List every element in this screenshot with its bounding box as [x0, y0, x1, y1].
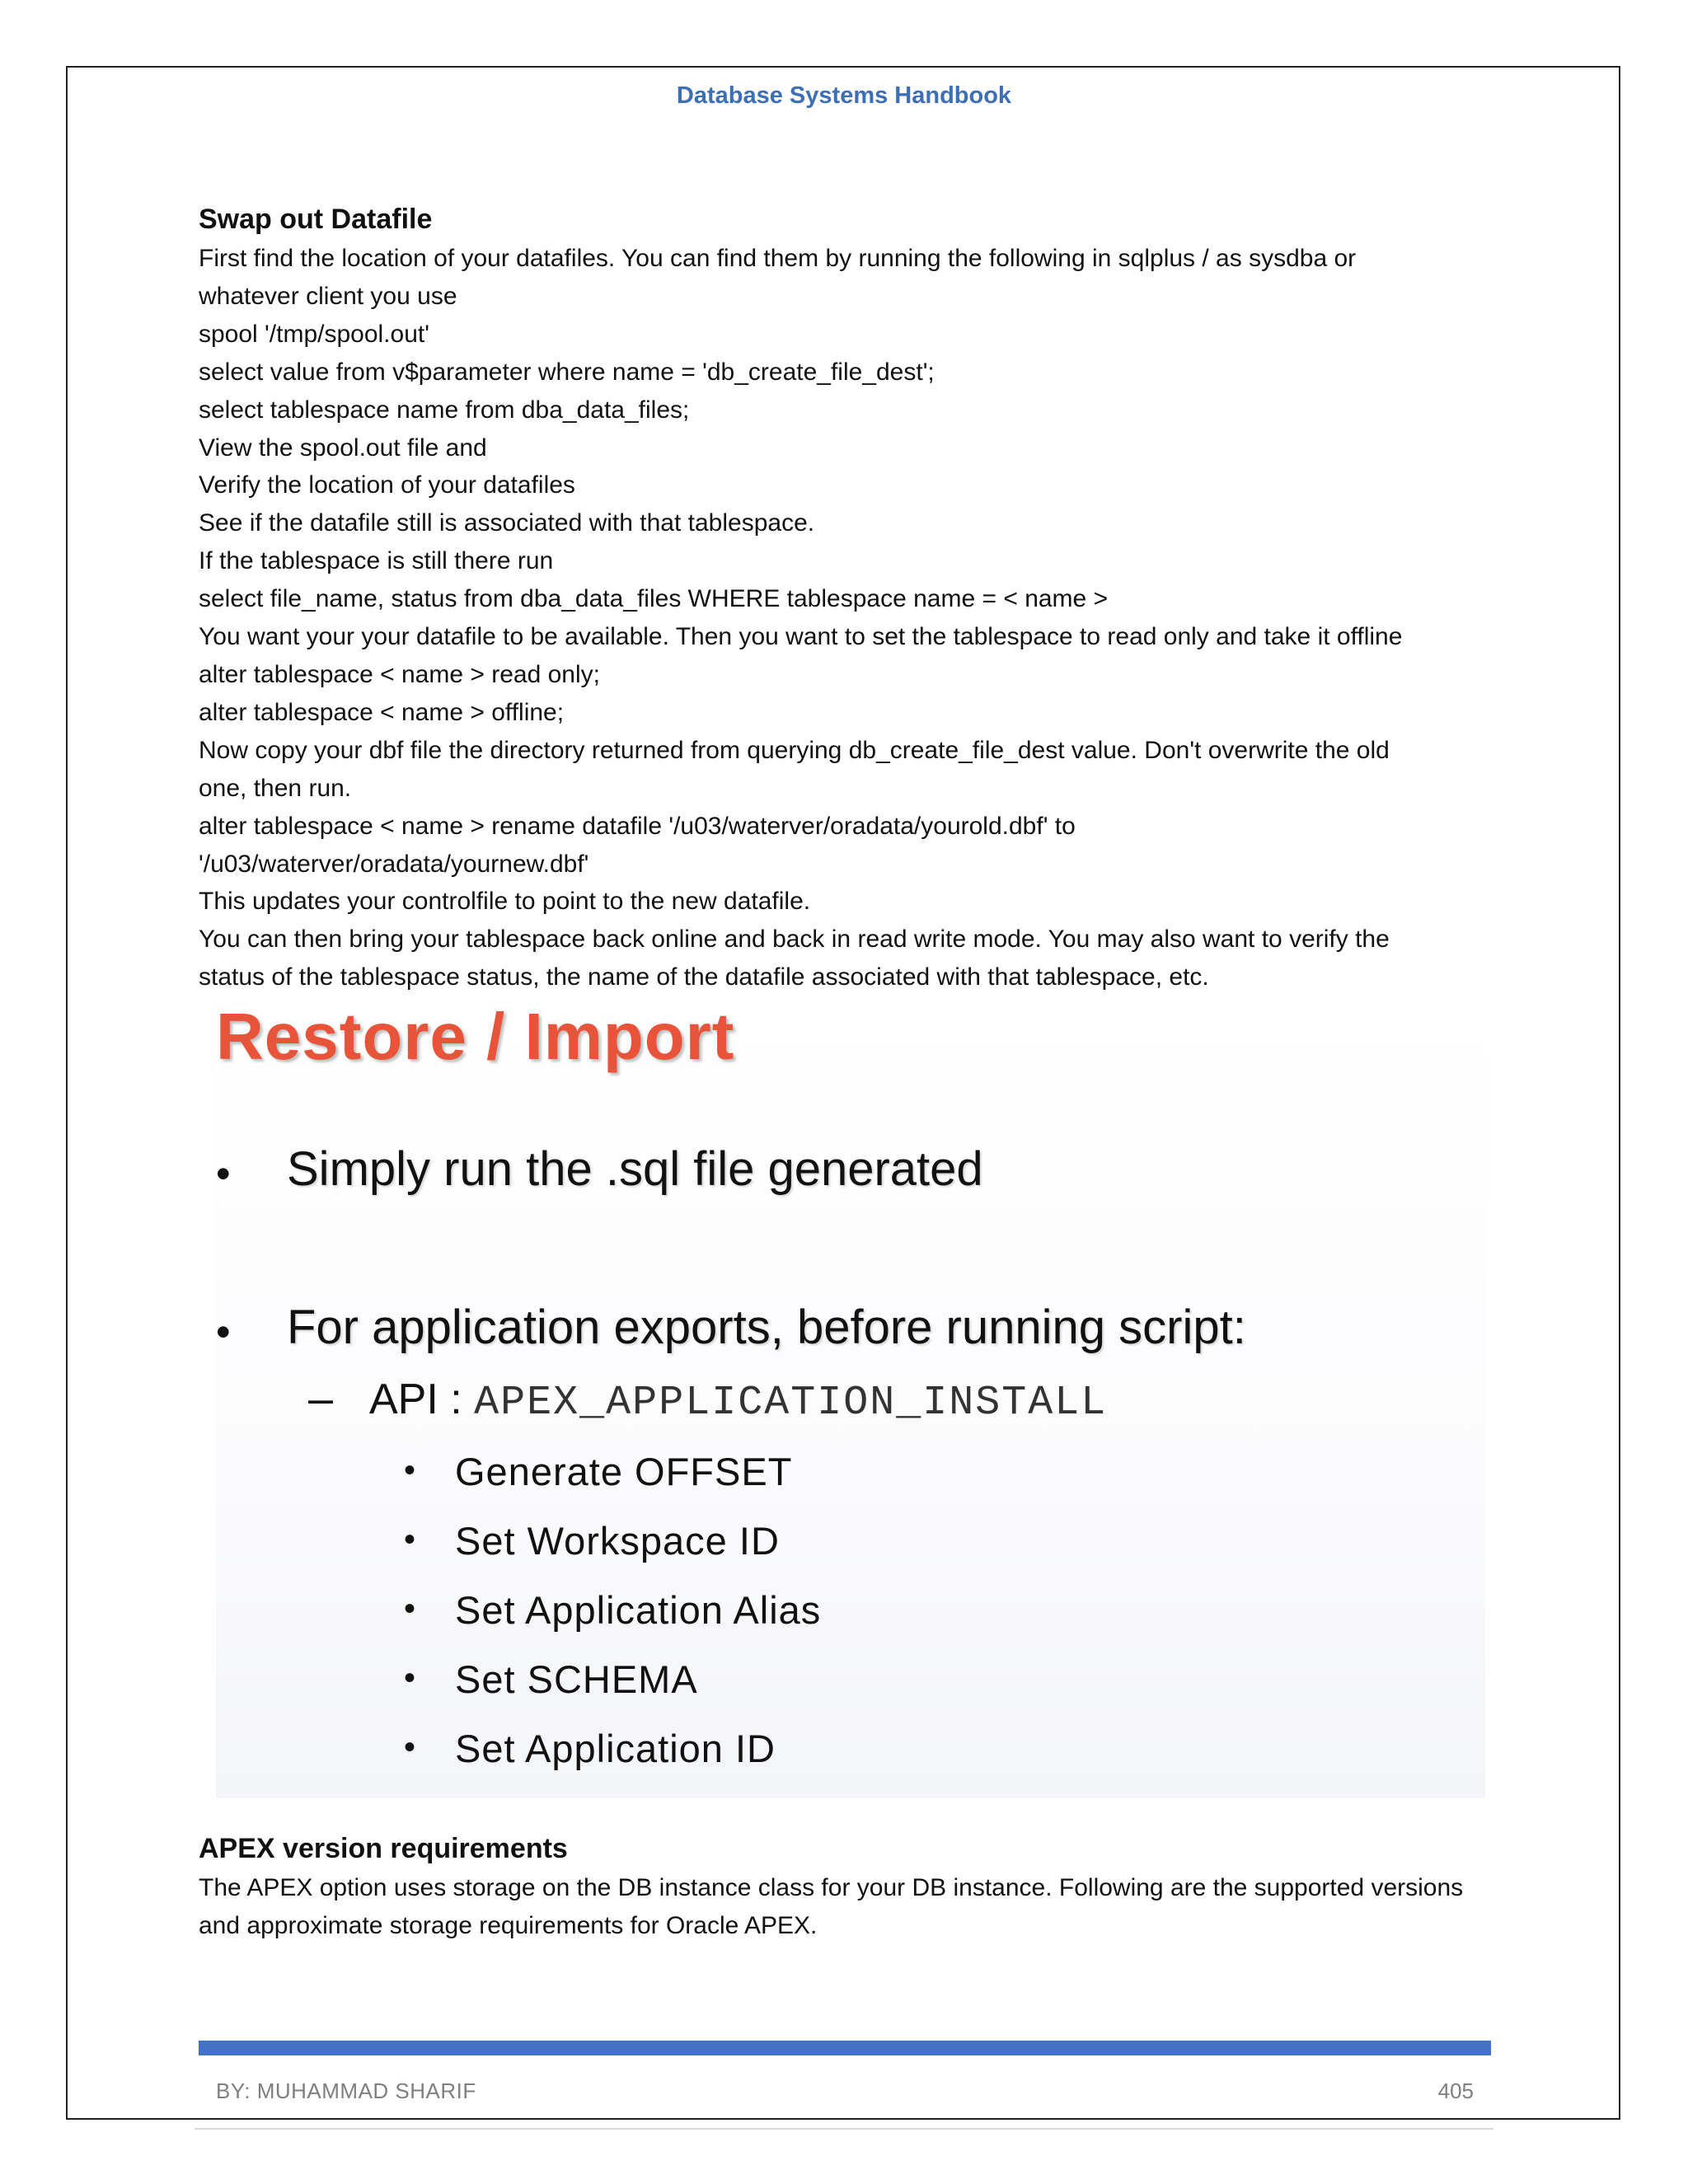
- bullet-icon: •: [216, 1151, 231, 1197]
- text-line: Verify the location of your datafiles: [199, 471, 575, 499]
- slide-sub-bullet: Generate OFFSET: [455, 1450, 793, 1493]
- slide-sub-bullet: Set SCHEMA: [455, 1657, 698, 1701]
- text-line: spool '/tmp/spool.out': [199, 320, 429, 348]
- text-line: select value from v$parameter where name = 'db_create_file_dest';: [199, 358, 935, 386]
- footer-author: BY: MUHAMMAD SHARIF: [216, 2079, 476, 2103]
- bullet-icon: •: [404, 1660, 416, 1696]
- slide-bullet: Simply run the .sql file generated: [287, 1142, 983, 1196]
- body-text: [199, 240, 1484, 996]
- text-line: alter tablespace < name > rename datafile '/u03/waterver/oradata/yourold.dbf' to: [199, 812, 1076, 840]
- text-line: This updates your controlfile to point to the new datafile.: [199, 888, 811, 916]
- text-line: alter tablespace < name > offline;: [199, 698, 565, 726]
- text-line: If the tablespace is still there run: [199, 547, 554, 575]
- text-line: select file_name, status from dba_data_files WHERE tablespace name = < name >: [199, 585, 1109, 613]
- text-line: The APEX option uses storage on the DB instance class for your DB instance. Following are the supported versions: [199, 1874, 1464, 1901]
- body-text: [199, 1869, 1501, 1945]
- dash-icon: –: [308, 1374, 334, 1423]
- slide-title: Restore / Import: [216, 1000, 735, 1073]
- page-number: 405: [1437, 2079, 1474, 2103]
- text-line: See if the datafile still is associated with that tablespace.: [199, 509, 815, 537]
- text-line: alter tablespace < name > read only;: [199, 660, 600, 688]
- text-line: You can then bring your tablespace back online and back in read write mode. You may also want to verify the: [199, 926, 1390, 954]
- text-line: '/u03/waterver/oradata/yournew.dbf': [199, 850, 589, 878]
- section-swap-out-datafile: [199, 202, 1484, 996]
- section-heading: Swap out Datafile: [199, 204, 433, 235]
- running-header: Database Systems Handbook: [676, 82, 1012, 109]
- bullet-icon: •: [404, 1521, 416, 1558]
- slide-image-restore-import: [216, 1000, 1485, 1798]
- text-line: View the spool.out file and: [199, 434, 487, 462]
- footer-bar: [199, 2041, 1491, 2055]
- divider: [195, 2128, 1493, 2130]
- text-line: whatever client you use: [199, 282, 457, 310]
- slide-sub-bullet: Set Application Alias: [455, 1588, 822, 1632]
- text-line: Now copy your dbf file the directory returned from querying db_create_file_dest value. Don't overwrite the old: [199, 736, 1390, 764]
- bullet-icon: •: [216, 1309, 231, 1355]
- bullet-icon: •: [404, 1452, 416, 1488]
- slide-sub-bullet: Set Application ID: [455, 1727, 776, 1770]
- slide-sub-bullet: Set Workspace ID: [455, 1519, 780, 1563]
- section-heading: APEX version requirements: [199, 1833, 568, 1864]
- bullet-icon: •: [404, 1729, 416, 1765]
- text-line: and approximate storage requirements for Oracle APEX.: [199, 1911, 818, 1939]
- text-line: First find the location of your datafiles. You can find them by running the following in sqlplus / as sysdba or: [199, 245, 1357, 272]
- api-name: APEX_APPLICATION_INSTALL: [474, 1380, 1108, 1427]
- section-apex-version-requirements: [199, 1831, 1501, 1945]
- text-line: status of the tablespace status, the name of the datafile associated with that tablespace, etc.: [199, 963, 1209, 991]
- api-label: API :: [369, 1376, 475, 1423]
- api-line: [369, 1375, 1107, 1427]
- text-line: You want your your datafile to be available. Then you want to set the tablespace to read only and take it offline: [199, 623, 1403, 651]
- text-line: one, then run.: [199, 774, 352, 802]
- slide-bullet: For application exports, before running script:: [287, 1301, 1246, 1354]
- text-line: select tablespace name from dba_data_files;: [199, 396, 690, 424]
- bullet-icon: •: [404, 1591, 416, 1627]
